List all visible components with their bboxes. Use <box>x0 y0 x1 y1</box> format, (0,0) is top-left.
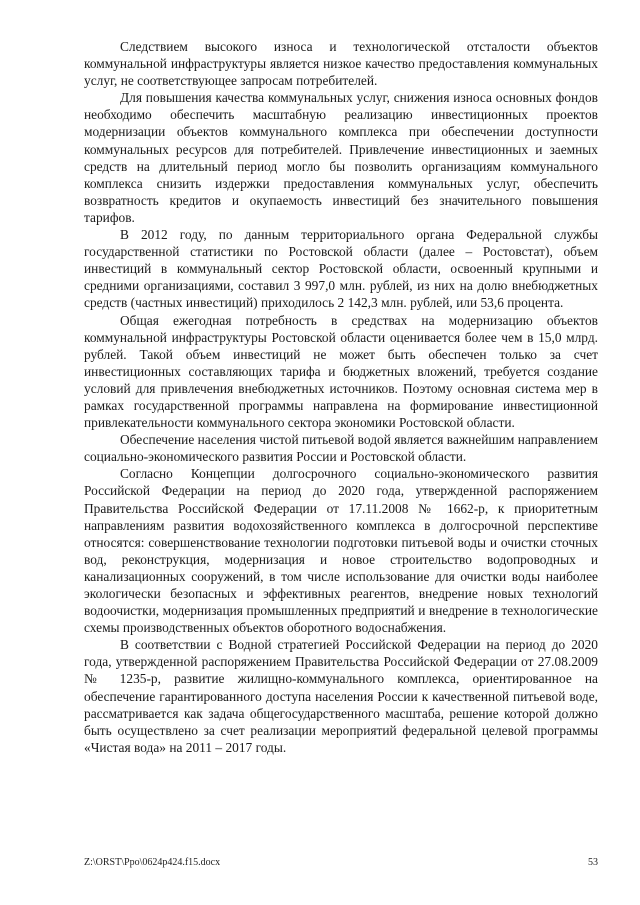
paragraph-5: Обеспечение населения чистой питьевой водой является важнейшим направлением социально-экономического развития России и Ростовской области. <box>84 432 598 465</box>
footer-page-number: 53 <box>588 857 598 868</box>
paragraph-2: Для повышения качества коммунальных услуг, снижения износа основных фондов необходимо обеспечить масштабную реализацию инвестиционных проектов модернизации объектов коммунального комплекса при обеспечении доступности коммунальных ресурсов для потребителей. Привлечение инвестиционных и заемных средств на длительный период могло бы позволить организациям коммунального комплекса снизить издержки предоставления коммунальных услуг, обеспечить возвратность кредитов и окупаемость инвестиций без значительного повышения тарифов. <box>84 90 598 225</box>
page-footer <box>84 856 598 870</box>
paragraph-1: Следствием высокого износа и технологической отсталости объектов коммунальной инфраструктуры является низкое качество предоставления коммунальных услуг, не соответствующее запросам потребителей. <box>84 39 598 89</box>
document-page <box>84 38 598 756</box>
paragraph-4: Общая ежегодная потребность в средствах на модернизацию объектов коммунальной инфраструктуры Ростовской области оценивается более чем в 15,0 млрд. рублей. Такой объем инвестиций не может быть обеспечен только за счет инвестиционных составляющих тарифа и бюджетных вложений, требуется создание условий для привлечения внебюджетных источников. Поэтому основная система мер в рамках государственной программы направлена на формирование инвестиционной привлекательности коммунального сектора экономики Ростовской области. <box>84 312 598 431</box>
paragraph-7: В соответствии с Водной стратегией Российской Федерации на период до 2020 года, утвержденной распоряжением Правительства Российской Федерации от 27.08.2009 № 1235-р, развитие жилищно-коммунального комплекса, ориентированное на обеспечение гарантированного доступа населения России к качественной питьевой воде, рассматривается как задача общегосударственного масштаба, решение которой должно быть осуществлено за счет реализации мероприятий федеральной целевой программы «Чистая вода» на 2011 – 2017 годы. <box>84 637 598 755</box>
footer-file-path: Z:\ORST\Ppo\0624p424.f15.docx <box>84 857 221 868</box>
paragraph-3: В 2012 году, по данным территориального органа Федеральной службы государственной статистики по Ростовской области (далее – Ростовстат), объем инвестиций в коммунальный сектор Ростовской области, освоенный крупными и средними организациями, составил 3 997,0 млн. рублей, из них на долю внебюджетных средств (частных инвестиций) приходилось 2 142,3 млн. рублей, или 53,6 процента. <box>84 227 598 311</box>
paragraph-6: Согласно Концепции долгосрочного социально-экономического развития Российской Федерации на период до 2020 года, утвержденной распоряжением Правительства Российской Федерации от 17.11.2008 № 1662-р, к приоритетным направлениям развития водохозяйственного комплекса в долгосрочной перспективе относятся: совершенствование технологии подготовки питьевой воды и очистки сточных вод, реконструкция, модернизация и новое строительство водопроводных и канализационных сооружений, в том числе использование для очистки воды наиболее экологически безопасных и эффективных реагентов, внедрение новых технологий водоочистки, модернизация промышленных предприятий и внедрение в технологические схемы производственных объектов оборотного водоснабжения. <box>84 466 598 636</box>
